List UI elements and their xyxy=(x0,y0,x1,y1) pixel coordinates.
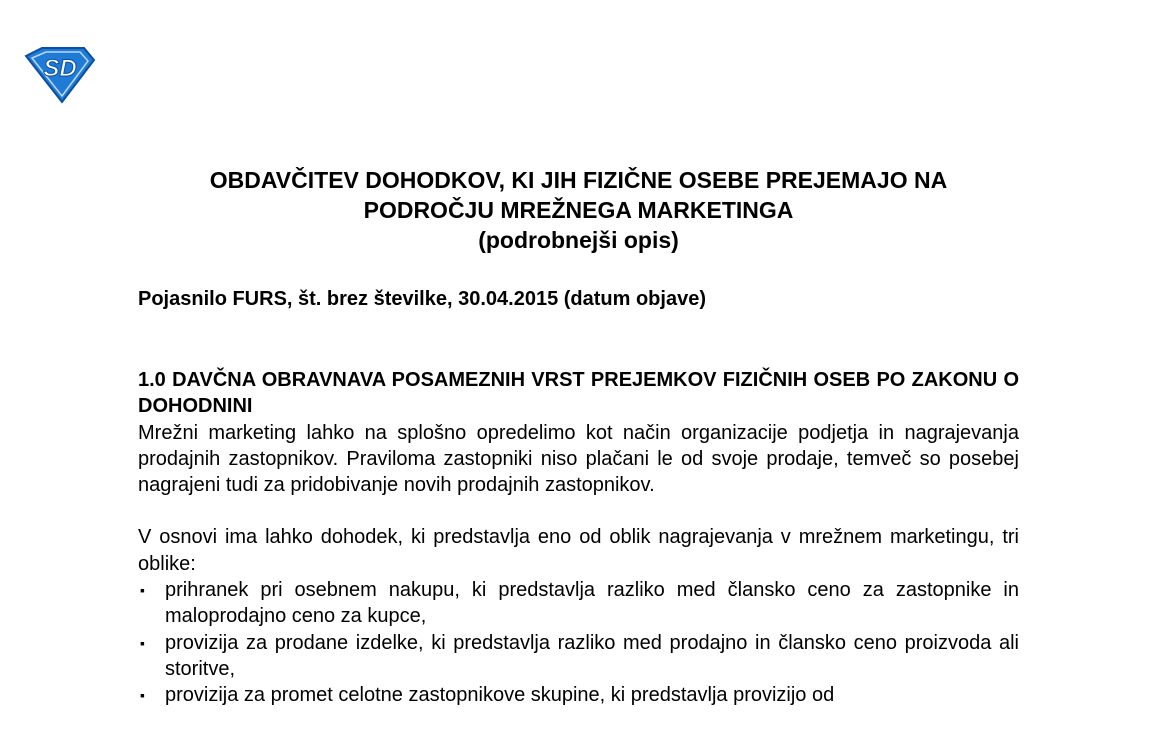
bullet-list xyxy=(138,577,1019,708)
title-subtitle: (podrobnejši opis) xyxy=(478,227,679,253)
list-item xyxy=(138,682,1019,708)
document-title xyxy=(138,165,1019,255)
section-heading: 1.0 DAVČNA OBRAVNAVA POSAMEZNIH VRST PREJEMKOV FIZIČNIH OSEB PO ZAKONU O DOHODNINI xyxy=(138,369,1019,418)
bullet-square-icon: ▪ xyxy=(140,687,145,704)
paragraph-1: Mrežni marketing lahko na splošno opredelimo kot način organizacije podjetja in nagrajevanja prodajnih zastopnikov. Praviloma zastopniki niso plačani le od svoje prodaje, temveč so posebej nagrajeni tudi za pridobivanje novih prodajnih zastopnikov. xyxy=(138,421,1019,497)
explanation-reference: Pojasnilo FURS, št. brez številke, 30.04.2015 (datum objave) xyxy=(138,288,706,310)
list-item-text: prihranek pri osebnem nakupu, ki predstavlja razliko med člansko ceno za zastopnike in maloprodajno ceno za kupce, xyxy=(165,579,1019,628)
company-logo xyxy=(22,46,96,104)
list-item xyxy=(138,577,1019,630)
list-item-text: provizija za prodane izdelke, ki predstavlja razliko med prodajno in člansko ceno proizvoda ali storitve, xyxy=(165,631,1019,680)
bullet-square-icon: ▪ xyxy=(140,582,145,599)
paragraph-2: V osnovi ima lahko dohodek, ki predstavlja eno od oblik nagrajevanja v mrežnem marketingu, tri oblike: xyxy=(138,526,1019,575)
title-line-1: OBDAVČITEV DOHODKOV, KI JIH FIZIČNE OSEBE PREJEMAJO NA xyxy=(209,167,948,193)
shield-logo-icon xyxy=(22,46,96,104)
list-item-text: provizija za promet celotne zastopnikove skupine, ki predstavlja provizijo od xyxy=(165,684,835,707)
list-item xyxy=(138,630,1019,683)
title-line-2: PODROČJU MREŽNEGA MARKETINGA xyxy=(363,197,794,223)
section-1 xyxy=(138,367,1019,709)
bullet-square-icon: ▪ xyxy=(140,634,145,651)
svg-text:SD: SD xyxy=(43,55,77,82)
